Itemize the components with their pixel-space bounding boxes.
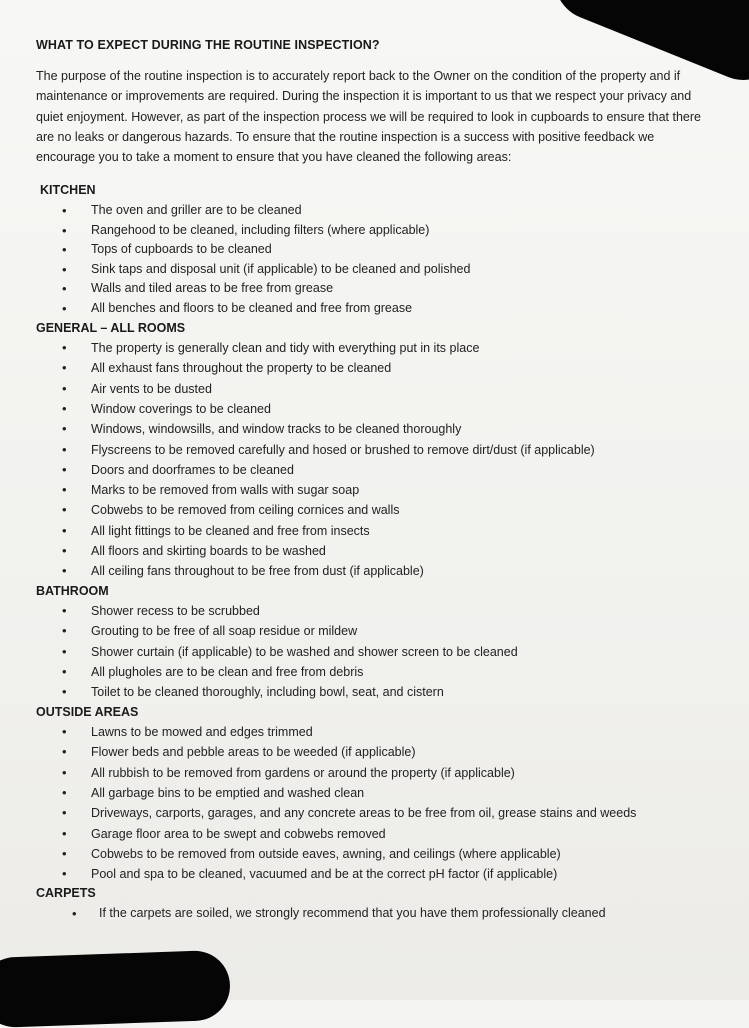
outside-areas-list bbox=[36, 722, 716, 884]
list-item: • All ceiling fans throughout to be free from dust (if applicable) bbox=[36, 561, 716, 581]
list-item: • The property is generally clean and tidy with everything put in its place bbox=[36, 338, 716, 358]
list-item: • Shower recess to be scrubbed bbox=[36, 601, 716, 621]
list-item: • Rangehood to be cleaned, including filters (where applicable) bbox=[36, 221, 716, 241]
section-heading-carpets: CARPETS bbox=[36, 886, 96, 901]
list-item: • All floors and skirting boards to be washed bbox=[36, 541, 716, 561]
section-outside-areas bbox=[36, 703, 716, 885]
list-item: • Cobwebs to be removed from outside eaves, awning, and ceilings (where applicable) bbox=[36, 844, 716, 864]
list-item: • Grouting to be free of all soap residue or mildew bbox=[36, 621, 716, 641]
section-bathroom bbox=[36, 582, 716, 703]
general-list bbox=[36, 338, 716, 582]
list-item: • All plugholes are to be clean and free from debris bbox=[36, 662, 716, 682]
list-item: • Air vents to be dusted bbox=[36, 379, 716, 399]
carpets-list bbox=[36, 904, 716, 924]
list-item: • Windows, windowsills, and window tracks to be cleaned thoroughly bbox=[36, 419, 716, 439]
list-item: • Lawns to be mowed and edges trimmed bbox=[36, 722, 716, 742]
section-heading-general: GENERAL – ALL ROOMS bbox=[36, 320, 186, 335]
document-title: WHAT TO EXPECT DURING THE ROUTINE INSPECTION? bbox=[36, 38, 380, 52]
list-item: • Cobwebs to be removed from ceiling cornices and walls bbox=[36, 500, 716, 520]
redaction-mark-bottom bbox=[0, 950, 231, 1028]
list-item: • All light fittings to be cleaned and free from insects bbox=[36, 521, 716, 541]
list-item: • All exhaust fans throughout the property to be cleaned bbox=[36, 358, 716, 378]
list-item: • Sink taps and disposal unit (if applicable) to be cleaned and polished bbox=[36, 260, 716, 280]
list-item: • Garage floor area to be swept and cobwebs removed bbox=[36, 824, 716, 844]
document-content bbox=[36, 38, 716, 924]
bathroom-list bbox=[36, 601, 716, 702]
list-item: • If the carpets are soiled, we strongly recommend that you have them professionally cleaned bbox=[36, 904, 716, 924]
list-item: • Shower curtain (if applicable) to be washed and shower screen to be cleaned bbox=[36, 642, 716, 662]
section-kitchen bbox=[36, 181, 716, 318]
list-item: • All garbage bins to be emptied and washed clean bbox=[36, 783, 716, 803]
list-item: • Window coverings to be cleaned bbox=[36, 399, 716, 419]
list-item: • Tops of cupboards to be cleaned bbox=[36, 240, 716, 260]
list-item: • All rubbish to be removed from gardens or around the property (if applicable) bbox=[36, 763, 716, 783]
list-item: • Walls and tiled areas to be free from grease bbox=[36, 279, 716, 299]
list-item: • Toilet to be cleaned thoroughly, including bowl, seat, and cistern bbox=[36, 682, 716, 702]
section-heading-bathroom: BATHROOM bbox=[36, 583, 109, 598]
section-heading-outside-areas: OUTSIDE AREAS bbox=[36, 704, 139, 719]
section-general-all-rooms bbox=[36, 319, 716, 582]
section-heading-kitchen: KITCHEN bbox=[40, 183, 96, 198]
section-carpets bbox=[36, 884, 716, 923]
list-item: • Flower beds and pebble areas to be weeded (if applicable) bbox=[36, 742, 716, 762]
list-item: • Marks to be removed from walls with sugar soap bbox=[36, 480, 716, 500]
kitchen-list bbox=[36, 201, 716, 319]
list-item: • Pool and spa to be cleaned, vacuumed and be at the correct pH factor (if applicable) bbox=[36, 864, 716, 884]
list-item: • Driveways, carports, garages, and any concrete areas to be free from oil, grease stains and weeds bbox=[36, 803, 716, 823]
list-item: • All benches and floors to be cleaned and free from grease bbox=[36, 299, 716, 319]
list-item: • Flyscreens to be removed carefully and hosed or brushed to remove dirt/dust (if applicable) bbox=[36, 440, 716, 460]
intro-paragraph: The purpose of the routine inspection is to accurately report back to the Owner on the condition of the property and if maintenance or improvements are required. During the inspection it is important to us that we respect your privacy and quiet enjoyment. However, as part of the inspection process we will be required to look in cupboards to ensure that there are no leaks or dangerous hazards. To ensure that the routine inspection is a success with positive feedback we encourage you to take a moment to ensure that you have cleaned the following areas: bbox=[36, 69, 701, 165]
list-item: • Doors and doorframes to be cleaned bbox=[36, 460, 716, 480]
list-item: • The oven and griller are to be cleaned bbox=[36, 201, 716, 221]
